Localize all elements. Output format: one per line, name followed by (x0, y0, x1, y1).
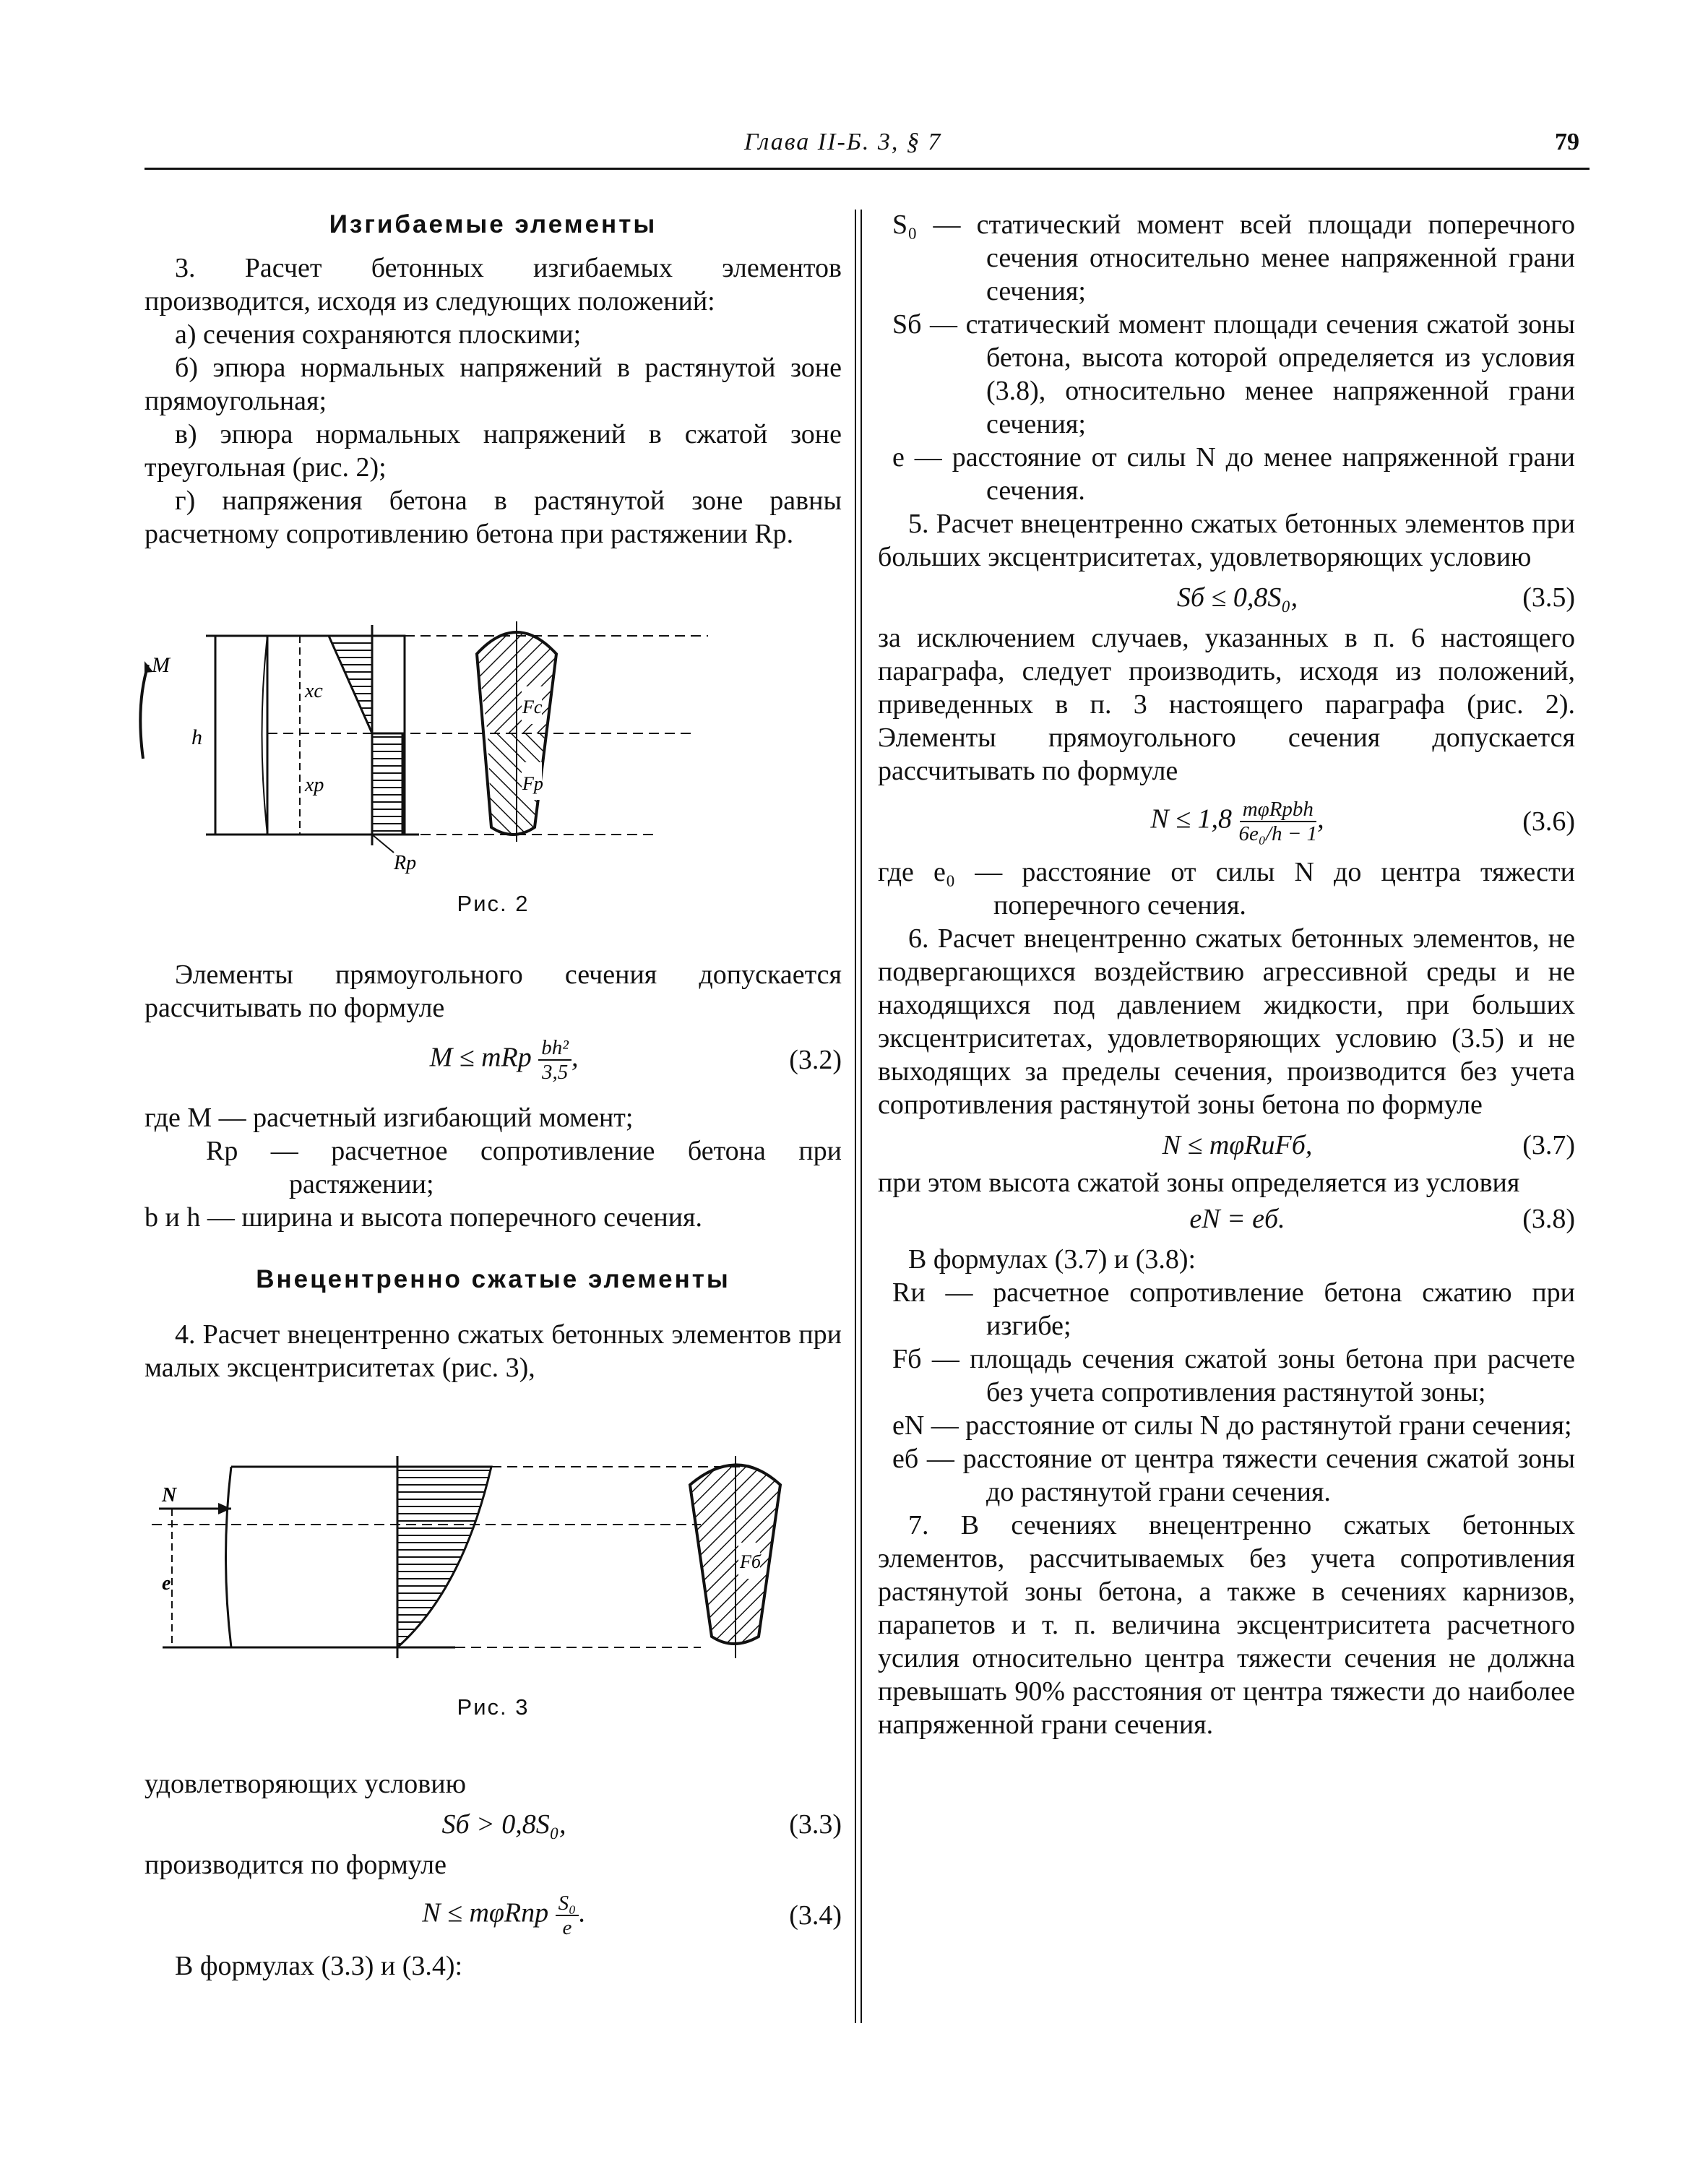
paragraph: удовлетворяющих условию (145, 1769, 466, 1799)
definition: b и h — ширина и высота поперечного сечения. (145, 1202, 703, 1233)
definition: Fб — площадь сечения сжатой зоны бетона при расчете без учета сопротивления растянутой зоны; (892, 1344, 1575, 1407)
label-Fc: Fc (522, 697, 543, 717)
left-column-top (145, 208, 842, 551)
definition: Rр — расчетное сопротивление бетона при растяжении; (206, 1136, 842, 1199)
paragraph: 7. В сечениях внецентренно сжатых бетонных элементов, рассчитываемых без учета сопротивления растянутой зоны бетона, а также в сечениях карнизов, парапетов и т. п. величина эксцентриситета расчетного усилия относительно центра тяжести сечения не должна превышать 90% расстояния от центра тяжести до наиболее напряженной грани сечения. (878, 1510, 1575, 1740)
running-title: Глава II-Б. 3, § 7 (744, 129, 942, 155)
label-e: e (162, 1572, 171, 1595)
formula-3-3: Sб > 0,8S₀, (3.3) (441, 1809, 842, 1840)
list-item: г) напряжения бетона в растянутой зоне равны расчетному сопротивлению бетона при растяжении Rр. (145, 486, 842, 549)
moment-arrow (140, 665, 148, 759)
figure-2 (123, 603, 845, 878)
paragraph: В формулах (3.3) и (3.4): (175, 1951, 463, 1981)
formula-number: (3.2) (789, 1045, 842, 1075)
paragraph: за исключением случаев, указанных в п. 6 настоящего параграфа, следует производить, исходя из положений, приведенных в п. 3 настоящего параграфа (рис. 2). Элементы прямоугольного сечения допускается рассчитывать по формуле (878, 623, 1575, 786)
definition: e — расстояние от силы N до менее напряженной грани сечения. (892, 442, 1575, 506)
list-item: в) эпюра нормальных напряжений в сжатой зоне треугольная (рис. 2); (145, 419, 842, 483)
label-h: h (191, 725, 202, 749)
label-N: N (162, 1484, 177, 1506)
formula-3-4: N ≤ mφRпр $\frac{\text{S₀}}{e}$ . (3.4) (422, 1892, 842, 1939)
definition: Rи — расчетное сопротивление бетона сжатию при изгибе; (892, 1277, 1575, 1341)
column-divider (861, 210, 862, 2023)
definition: где e₀ — расстояние от силы N до центра тяжести поперечного сечения. (878, 857, 1575, 921)
formula-number: (3.8) (1522, 1204, 1575, 1234)
header-rule (145, 168, 1590, 170)
paragraph: производится по формуле (145, 1850, 447, 1880)
formula-number: (3.4) (789, 1900, 842, 1931)
column-divider (855, 210, 856, 2023)
label-xp: xp (305, 774, 324, 796)
paragraph: 5. Расчет внецентренно сжатых бетонных элементов при больших эксцентриситетах, удовлетворяющих условию (878, 509, 1575, 572)
paragraph: В формулах (3.7) и (3.8): (908, 1244, 1196, 1275)
label-M: M (152, 653, 170, 677)
definition: где M — расчетный изгибающий момент; (145, 1103, 634, 1133)
definition: Sб — статический момент площади сечения сжатой зоны бетона, высота которой определяется из условия (3.8), относительно менее напряженной грани сечения; (892, 309, 1575, 439)
section-heading: Изгибаемые элементы (329, 210, 657, 238)
paragraph: 3. Расчет бетонных изгибаемых элементов производится, исходя из следующих положений: (145, 253, 842, 316)
figure-caption: Рис. 3 (457, 1694, 530, 1720)
compression-stress-diagram (329, 636, 372, 733)
formula-number: (3.6) (1522, 806, 1575, 837)
label-Rp: Rp (394, 852, 417, 874)
label-xc: xc (305, 680, 323, 702)
definition: eб — расстояние от центра тяжести сечения сжатой зоны до растянутой грани сечения. (892, 1444, 1575, 1507)
formula-3-2: M ≤ mRр $\frac{\text{bh²}}{3,5}$ , (3.2) (429, 1036, 842, 1084)
paragraph: 6. Расчет внецентренно сжатых бетонных элементов, не подвергающихся воздействию агрессивной среды и не находящихся под давлением жидкости, при больших эксцентриситетах, удовлетворяющих условию (3.5) и не выходящих за пределы сечения, производится без учета сопротивления растянутой зоны бетона по формуле (878, 923, 1575, 1120)
definition: eN — расстояние от силы N до растянутой грани сечения; (892, 1410, 1572, 1441)
left-column-middle (145, 887, 842, 1384)
compression-stress-diagram (397, 1467, 491, 1647)
paragraph: при этом высота сжатой зоны определяется из условия (878, 1168, 1520, 1198)
figure-3 (152, 1445, 838, 1684)
formula-3-5: Sб ≤ 0,8S₀, (3.5) (1176, 582, 1575, 613)
label-Fp: Fp (522, 773, 543, 794)
right-column (878, 208, 1575, 1741)
formula-3-7: N ≤ mφRиFб, (3.7) (1162, 1130, 1575, 1160)
figure-caption: Рис. 2 (457, 891, 530, 916)
formula-3-8: eN = eб. (3.8) (1189, 1204, 1575, 1234)
page-number: 79 (1555, 129, 1579, 155)
formula-number: (3.5) (1522, 582, 1575, 613)
label-Fb: Fб (740, 1551, 761, 1572)
definition: S₀ — статический момент всей площади поперечного сечения относительно менее напряженной грани сечения; (892, 210, 1575, 306)
list-item: а) сечения сохраняются плоскими; (175, 319, 582, 350)
paragraph: Элементы прямоугольного сечения допускается рассчитывать по формуле (145, 960, 842, 1023)
left-column-bottom (145, 1691, 842, 1983)
list-item: б) эпюра нормальных напряжений в растянутой зоне прямоугольная; (145, 353, 842, 416)
formula-3-6: N ≤ 1,8 $\frac{\text{mφRрbh}}{\text{6e₀/h − 1}}$ , (3.6) (1150, 798, 1575, 845)
formula-number: (3.7) (1522, 1130, 1575, 1160)
paragraph: 4. Расчет внецентренно сжатых бетонных элементов при малых эксцентриситетах (рис. 3), (145, 1319, 842, 1383)
formula-number: (3.3) (789, 1809, 842, 1840)
section-heading: Внецентренно сжатые элементы (256, 1265, 730, 1293)
tension-stress-diagram (372, 733, 402, 835)
